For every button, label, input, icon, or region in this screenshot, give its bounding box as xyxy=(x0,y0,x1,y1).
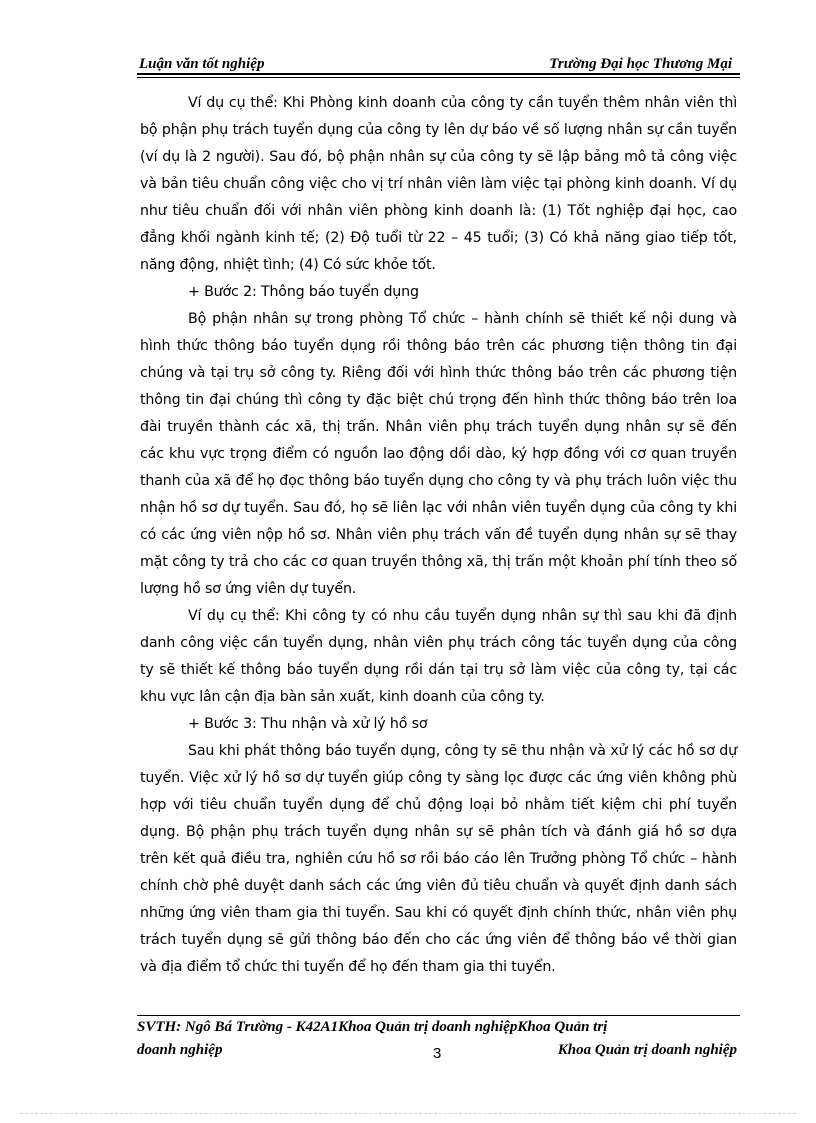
paragraph-example-2: Ví dụ cụ thể: Khi công ty có nhu cầu tuyển dụng nhân sự thì sau khi đã định danh công việc cần tuyển dụng, nhân viên phụ trách công tác tuyển dụng của công ty sẽ thiết kế thông báo tuyển dụng rồi dán tại trụ sở làm việc của công ty, tại các khu vực lân cận địa bàn sản xuất, kinh doanh của công ty. xyxy=(140,608,737,705)
step-3-heading: + Bước 3: Thu nhận và xử lý hồ sơ xyxy=(188,716,428,732)
page-footer xyxy=(137,1016,737,1062)
page-header xyxy=(137,47,734,73)
footer-left-text: doanh nghiệp xyxy=(137,1042,223,1058)
footer-right-text: Khoa Quản trị doanh nghiệp xyxy=(557,1042,737,1058)
header-right-title: Trường Đại học Thương Mại xyxy=(549,56,732,72)
paragraph-step-2: Bộ phận nhân sự trong phòng Tổ chức – hành chính sẽ thiết kế nội dung và hình thức thông báo tuyển dụng rồi thông báo trên các phương tiện thông tin đại chúng và tại trụ sở công ty. Riêng đối với hình thức thông báo trên các phương tiện thông tin đại chúng thì công ty đặc biệt chú trọng đến hình thức thông báo trên loa đài truyền thành các xã, thị trấn. Nhân viên phụ trách tuyển dụng nhân sự sẽ đến các khu vực trọng điểm có nguồn lao động dồi dào, ký hợp đồng với cơ quan truyền thanh của xã để họ đọc thông báo tuyển dụng cho công ty và phụ trách luôn việc thu nhận hồ sơ dự tuyển. Sau đó, họ sẽ liên lạc với nhân viên tuyển dụng của công ty khi có các ứng viên nộp hồ sơ. Nhân viên phụ trách vấn đề tuyển dụng nhân sự sẽ thay mặt công ty trả cho các cơ quan truyền thông xã, thị trấn một khoản phí tính theo số lượng hồ sơ ứng viên dự tuyển. xyxy=(140,311,737,597)
document-body xyxy=(140,90,737,981)
footer-line-2 xyxy=(137,1039,737,1062)
page-bottom-dashed-line xyxy=(20,1113,796,1114)
paragraph-step-3: Sau khi phát thông báo tuyển dụng, công ty sẽ thu nhận và xử lý các hồ sơ dự tuyển. Việc xử lý hồ sơ dự tuyển giúp công ty sàng lọc được các ứng viên không phù hợp với tiêu chuẩn tuyển dụng để chủ động loại bỏ nhằm tiết kiệm chi phí tuyển dụng. Bộ phận phụ trách tuyển dụng nhân sự sẽ phân tích và đánh giá hồ sơ dựa trên kết quả điều tra, nghiên cứu hồ sơ rồi báo cáo lên Trưởng phòng Tổ chức – hành chính chờ phê duyệt danh sách các ứng viên đủ tiêu chuẩn và quyết định danh sách những ứng viên tham gia thi tuyển. Sau khi có quyết định chính thức, nhân viên phụ trách tuyển dụng sẽ gửi thông báo đến cho các ứng viên để thông báo về thời gian và địa điểm tổ chức thi tuyển để họ đến tham gia thi tuyển. xyxy=(140,743,737,975)
page-number: 3 xyxy=(433,1045,442,1062)
step-2-heading: + Bước 2: Thông báo tuyển dụng xyxy=(188,284,419,300)
paragraph-example-1: Ví dụ cụ thể: Khi Phòng kinh doanh của công ty cần tuyển thêm nhân viên thì bộ phận phụ trách tuyển dụng của công ty lên dự báo về số lượng nhân sự cần tuyển (ví dụ là 2 người). Sau đó, bộ phận nhân sự của công ty sẽ lập bảng mô tả công việc và bản tiêu chuẩn công việc cho vị trí nhân viên làm việc tại phòng kinh doanh. Ví dụ như tiêu chuẩn đối với nhân viên phòng kinh doanh là: (1) Tốt nghiệp đại học, cao đẳng khối ngành kinh tế; (2) Độ tuổi từ 22 – 45 tuổi; (3) Có khả năng giao tiếp tốt, năng động, nhiệt tình; (4) Có sức khỏe tốt. xyxy=(140,95,737,273)
header-left-title: Luận văn tốt nghiệp xyxy=(139,56,265,72)
header-rule-thin xyxy=(137,77,740,78)
footer-line-1: SVTH: Ngô Bá Trường - K42A1Khoa Quản trị doanh nghiệpKhoa Quản trị xyxy=(137,1019,608,1035)
header-rule-thick xyxy=(137,73,740,75)
